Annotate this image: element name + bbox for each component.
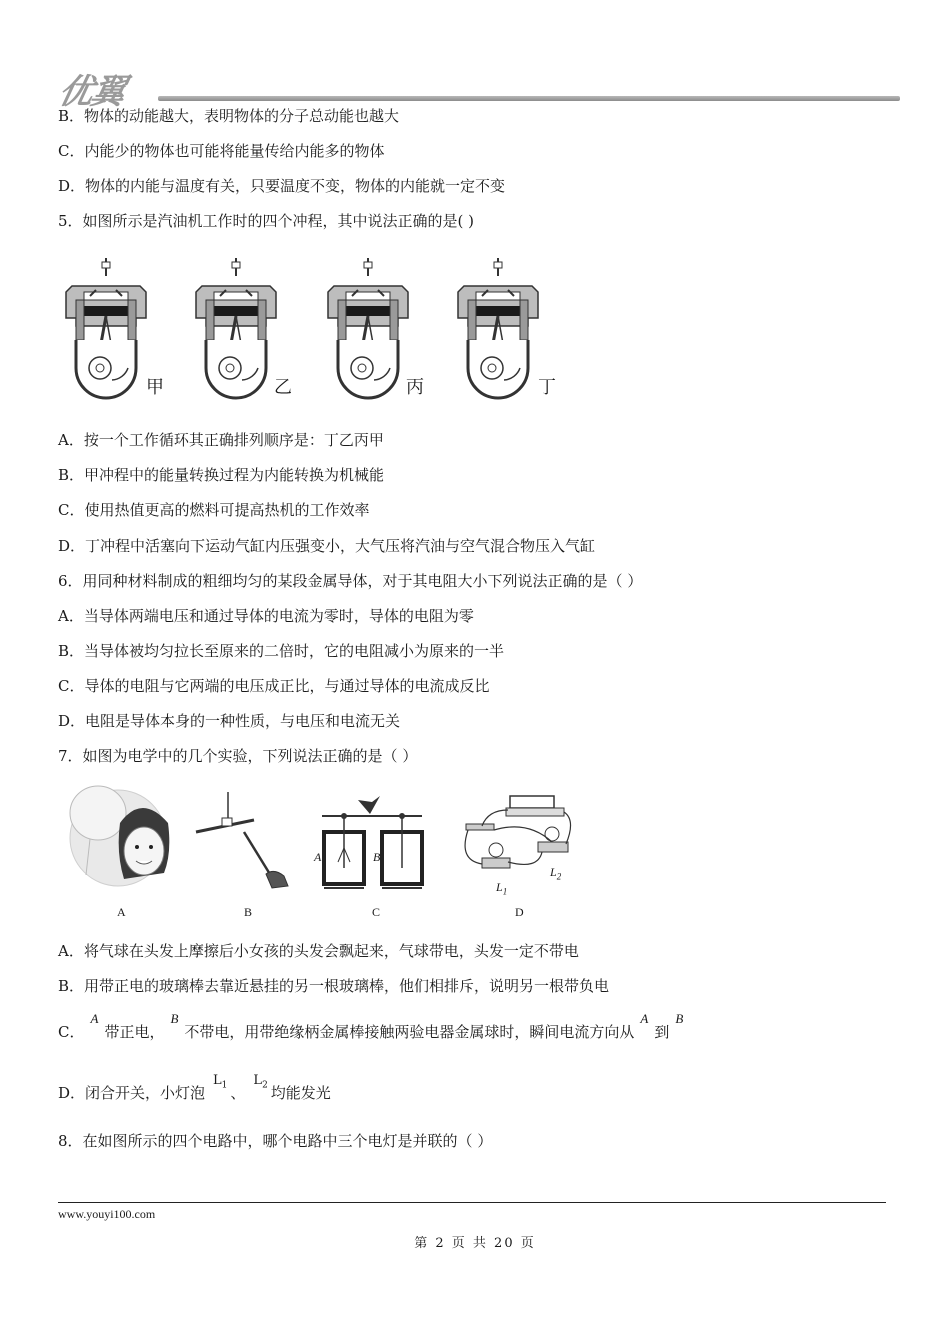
circuit-l1-label: $L_1$ (496, 880, 508, 897)
engine-label-jia: 甲 (146, 377, 164, 398)
footer-url: www.youyi100.com (58, 1207, 156, 1221)
experiment-b-image (192, 790, 292, 890)
engine-label-yi: 乙 (274, 377, 292, 398)
q7-stem: 7．如图为电学中的几个实验，下列说法正确的是（ ） (58, 747, 418, 765)
experiment-caption-d: D (515, 905, 524, 919)
q6-option-b: B．当导体被均匀拉长至原来的二倍时，它的电阻减小为原来的一半 (58, 642, 505, 660)
q4-option-b: B．物体的动能越大，表明物体的分子总动能也越大 (58, 107, 400, 125)
experiment-caption-c: C (372, 905, 381, 919)
q7-option-b: B．用带正电的玻璃棒去靠近悬挂的另一根玻璃棒，他们相排斥，说明另一根带负电 (58, 977, 610, 995)
q7-option-c: C．A带正电，B不带电，用带绝缘柄金属棒接触两验电器金属球时，瞬间电流方向从A到B (58, 1011, 684, 1041)
page-header (55, 62, 900, 112)
q6-option-c: C．导体的电阻与它两端的电压成正比，与通过导体的电流成反比 (58, 677, 490, 695)
page-number: 第 2 页 共 20 页 (414, 1236, 536, 1251)
q5-option-b: B．甲冲程中的能量转换过程为内能转换为机械能 (58, 466, 385, 484)
q8-stem: 8．在如图所示的四个电路中，哪个电路中三个电灯是并联的（ ） (58, 1132, 493, 1150)
q6-option-a: A．当导体两端电压和通过导体的电流为零时，导体的电阻为零 (58, 607, 474, 625)
q7-option-d: D．闭合开关，小灯泡$L_1$ 、$L_2$ 均能发光 (58, 1073, 331, 1102)
footer-rule (58, 1202, 886, 1203)
experiment-caption-a: A (117, 905, 126, 919)
electroscope-a-label: A (314, 850, 322, 864)
engine-label-bing: 丙 (406, 377, 424, 398)
q4-option-c: C．内能少的物体也可能将能量传给内能多的物体 (58, 142, 385, 160)
q6-option-d: D．电阻是导体本身的一种性质，与电压和电流无关 (58, 712, 401, 730)
q7-option-a: A．将气球在头发上摩擦后小女孩的头发会飘起来，气球带电，头发一定不带电 (58, 942, 579, 960)
engine-label-ding: 丁 (538, 377, 556, 398)
electroscope-b-label: B (373, 850, 381, 864)
q6-stem: 6．用同种材料制成的粗细均匀的某段金属导体，对于其电阻大小下列说法正确的是（ ） (58, 572, 643, 590)
experiment-a-image (60, 783, 172, 889)
q5-option-d: D．丁冲程中活塞向下运动气缸内压强变小，大气压将汽油与空气混合物压入气缸 (58, 537, 596, 555)
q5-option-a: A．按一个工作循环其正确排列顺序是：丁乙丙甲 (58, 431, 384, 449)
engine-strokes-figure (62, 256, 572, 406)
q5-option-c: C．使用热值更高的燃料可提高热机的工作效率 (58, 501, 370, 519)
experiment-caption-b: B (244, 905, 253, 919)
q5-stem: 5．如图所示是汽油机工作时的四个冲程，其中说法正确的是( ) (58, 212, 475, 230)
header-rule (158, 96, 900, 101)
q4-option-d: D．物体的内能与温度有关，只要温度不变，物体的内能就一定不变 (58, 177, 506, 195)
circuit-l2-label: $L_2$ (550, 865, 562, 882)
experiment-c-image (310, 792, 430, 892)
logo: 优翼 (55, 72, 128, 112)
